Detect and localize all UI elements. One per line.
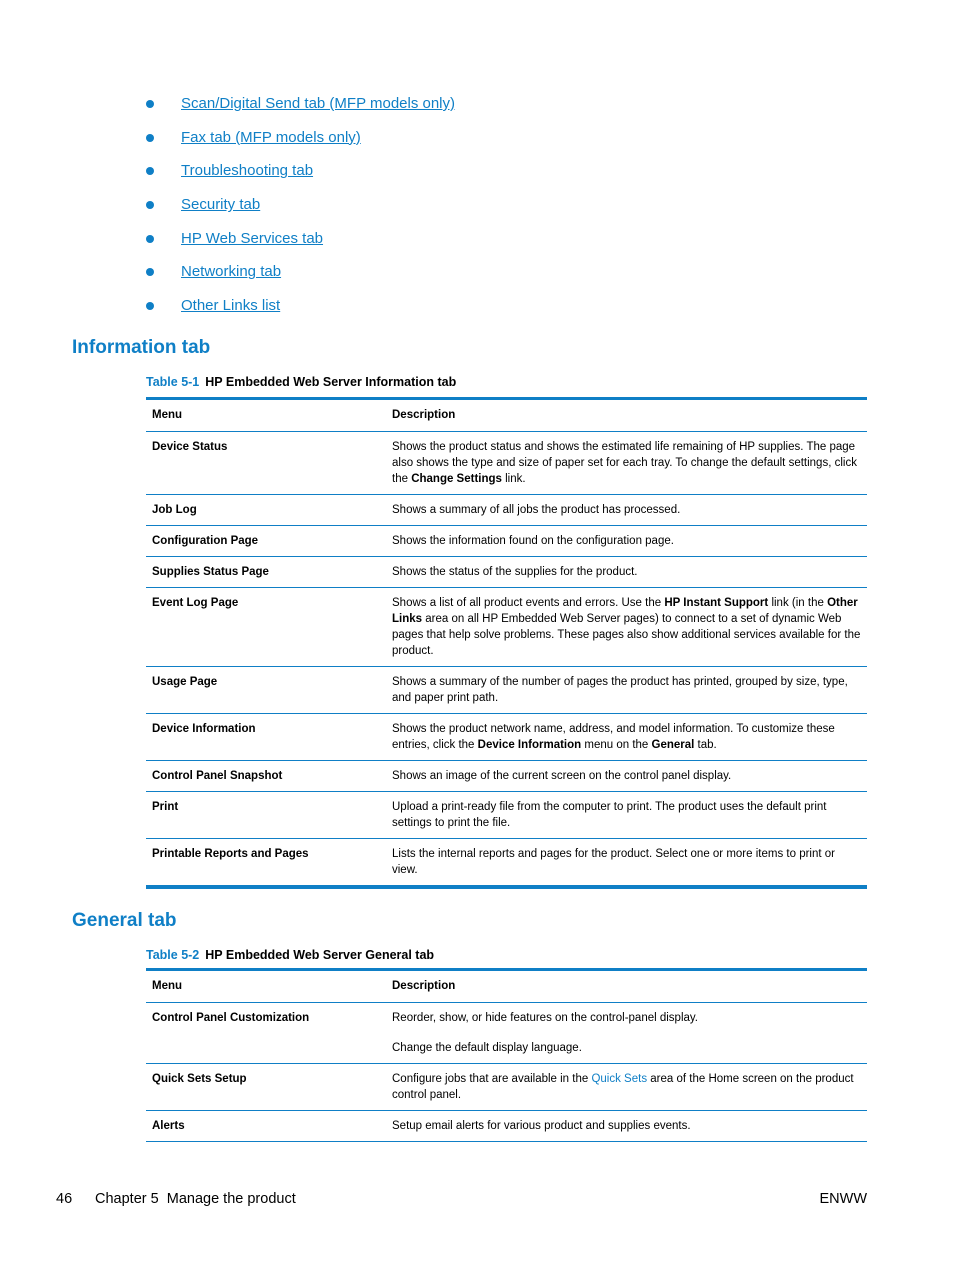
table-row — [146, 557, 867, 588]
menu-cell: Quick Sets Setup — [146, 1064, 386, 1111]
menu-cell: Event Log Page — [146, 588, 386, 667]
information-table-body — [146, 432, 867, 888]
bullet-icon — [146, 268, 154, 276]
footer-locale: ENWW — [819, 1191, 867, 1207]
description-text: link. — [501, 473, 526, 485]
menu-cell: Device Status — [146, 432, 386, 495]
emphasis-text: HP Instant Support — [664, 597, 769, 609]
description-paragraph — [392, 1071, 861, 1103]
emphasis-text: Other Links — [392, 597, 858, 625]
description-text: Reorder, show, or hide features on the control-panel display. — [392, 1012, 698, 1024]
menu-cell: Printable Reports and Pages — [146, 839, 386, 888]
menu-cell: Control Panel Snapshot — [146, 761, 386, 792]
list-item — [146, 260, 455, 294]
list-item — [146, 126, 455, 160]
table-row — [146, 792, 867, 839]
emphasis-text: General — [651, 739, 695, 751]
emphasis-text: Change Settings — [411, 473, 502, 485]
menu-cell: Job Log — [146, 495, 386, 526]
description-paragraph — [392, 1040, 861, 1056]
link-troubleshooting-tab[interactable]: Troubleshooting tab — [181, 162, 314, 180]
table-row — [146, 761, 867, 792]
bullet-icon — [146, 100, 154, 108]
description-text: menu on the — [581, 739, 652, 751]
link-scan-digital-send-tab[interactable]: Scan/Digital Send tab (MFP models only) — [181, 95, 456, 112]
list-item — [146, 92, 455, 126]
description-text: Shows the information found on the configuration page. — [392, 535, 674, 547]
description-cell — [386, 1111, 867, 1142]
general-tab-heading: General tab — [72, 910, 177, 931]
description-text: Change the default display language. — [392, 1042, 582, 1054]
description-paragraph — [392, 1010, 861, 1026]
list-item — [146, 294, 455, 328]
list-item — [146, 193, 455, 227]
description-text: Shows the product status and shows the estimated life remaining of HP supplies. The page also shows the type and size of paper set for each tray. To change the default settings, click the — [392, 441, 857, 485]
column-header-description: Description — [386, 970, 867, 1003]
description-cell — [386, 1003, 867, 1064]
description-text: Lists the internal reports and pages for the product. Select one or more items to print or view. — [392, 848, 835, 876]
description-text: area of the Home screen on the product control panel. — [392, 1073, 854, 1101]
list-item — [146, 159, 455, 193]
table-number: Table 5-2 — [146, 948, 200, 962]
table-title: HP Embedded Web Server Information tab — [205, 375, 457, 389]
footer-chapter — [95, 1191, 296, 1207]
table-row — [146, 526, 867, 557]
general-tab-table — [146, 968, 867, 1142]
description-text: tab. — [694, 739, 717, 751]
bullet-icon — [146, 302, 154, 310]
column-header-description: Description — [386, 399, 867, 432]
description-cell — [386, 557, 867, 588]
menu-cell: Alerts — [146, 1111, 386, 1142]
table-header-row — [146, 970, 867, 1003]
bullet-icon — [146, 134, 154, 142]
table-5-1-caption — [146, 375, 456, 389]
description-cell — [386, 839, 867, 888]
link-security-tab[interactable]: Security tab — [181, 196, 261, 214]
description-text: Shows the product network name, address, and model information. To customize these entries, click the — [392, 723, 835, 751]
link-fax-tab[interactable]: Fax tab (MFP models only) — [181, 128, 361, 146]
menu-cell: Supplies Status Page — [146, 557, 386, 588]
table-row — [146, 714, 867, 761]
inline-link[interactable]: Quick Sets — [591, 1073, 648, 1085]
emphasis-text: Device Information — [477, 739, 582, 751]
table-row — [146, 667, 867, 714]
table-row — [146, 1111, 867, 1142]
description-cell — [386, 667, 867, 714]
information-tab-table — [146, 397, 867, 889]
related-links-list — [146, 92, 455, 328]
bullet-icon — [146, 167, 154, 175]
menu-cell: Usage Page — [146, 667, 386, 714]
description-text: Upload a print-ready file from the computer to print. The product uses the default print settings to print the file. — [392, 801, 827, 829]
description-cell — [386, 588, 867, 667]
description-cell — [386, 495, 867, 526]
description-cell — [386, 714, 867, 761]
description-text: Shows a summary of the number of pages the product has printed, grouped by size, type, and paper print path. — [392, 676, 848, 704]
information-tab-heading: Information tab — [72, 337, 211, 358]
description-cell — [386, 526, 867, 557]
table-row — [146, 839, 867, 888]
table-row — [146, 588, 867, 667]
description-cell — [386, 792, 867, 839]
link-other-links-list[interactable]: Other Links list — [181, 297, 281, 315]
menu-cell: Print — [146, 792, 386, 839]
description-text: Shows a summary of all jobs the product has processed. — [392, 504, 681, 516]
description-text: Shows an image of the current screen on the control panel display. — [392, 770, 732, 782]
description-paragraph — [392, 1118, 861, 1134]
table-row — [146, 1064, 867, 1111]
bullet-icon — [146, 235, 154, 243]
table-5-2-caption — [146, 948, 434, 962]
link-networking-tab[interactable]: Networking tab — [181, 263, 282, 281]
menu-cell: Device Information — [146, 714, 386, 761]
bullet-icon — [146, 201, 154, 209]
description-text: Shows a list of all product events and errors. Use the — [392, 597, 665, 609]
description-text: Setup email alerts for various product and supplies events. — [392, 1120, 691, 1132]
table-number: Table 5-1 — [146, 375, 200, 389]
description-cell — [386, 1064, 867, 1111]
table-row — [146, 1003, 867, 1064]
column-header-menu: Menu — [146, 970, 386, 1003]
description-text: area on all HP Embedded Web Server pages) to connect to a set of dynamic Web pages that help solve problems. These pages also show additional services available for the product. — [392, 613, 861, 657]
table-row — [146, 495, 867, 526]
chapter-title: Manage the product — [166, 1191, 296, 1207]
description-cell — [386, 432, 867, 495]
description-text: Shows the status of the supplies for the product. — [392, 566, 638, 578]
description-cell — [386, 761, 867, 792]
menu-cell: Control Panel Customization — [146, 1003, 386, 1064]
table-title: HP Embedded Web Server General tab — [205, 948, 435, 962]
description-text: link (in the — [768, 597, 828, 609]
menu-cell: Configuration Page — [146, 526, 386, 557]
list-item — [146, 227, 455, 261]
column-header-menu: Menu — [146, 399, 386, 432]
chapter-label: Chapter 5 — [95, 1191, 159, 1207]
general-table-body — [146, 1003, 867, 1142]
table-header-row — [146, 399, 867, 432]
page-number: 46 — [56, 1191, 73, 1207]
description-text: Configure jobs that are available in the — [392, 1073, 592, 1085]
table-row — [146, 432, 867, 495]
link-hp-web-services-tab[interactable]: HP Web Services tab — [181, 229, 324, 247]
